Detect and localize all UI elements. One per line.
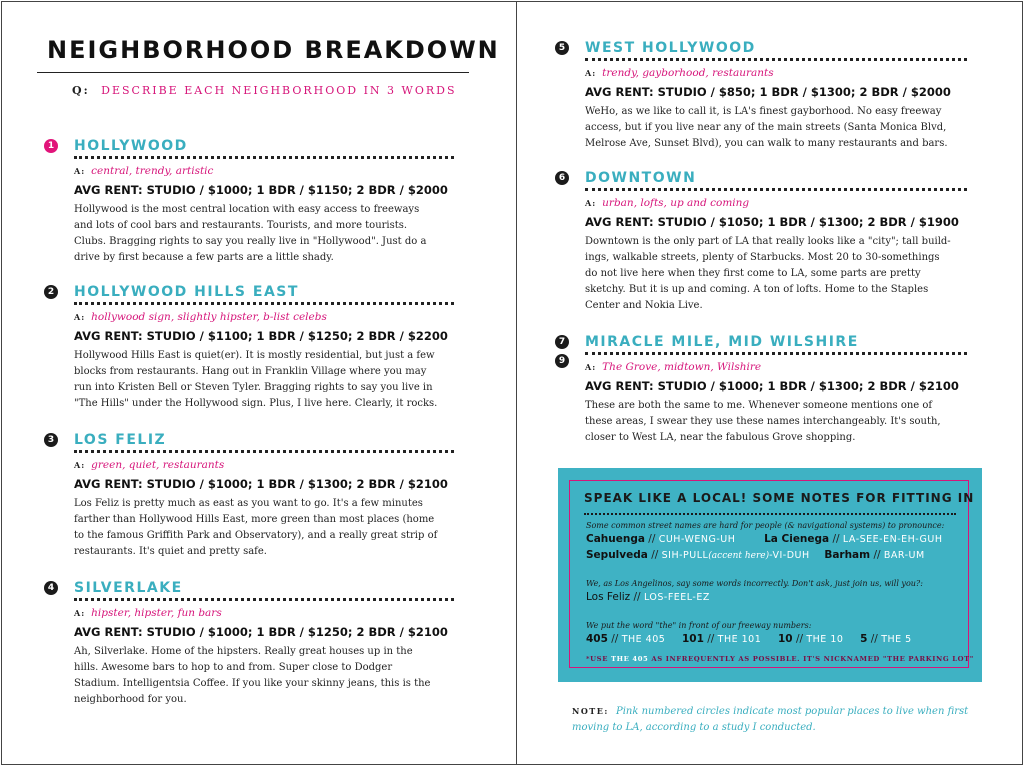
feliz-row (586, 591, 710, 603)
neighborhood-description (74, 496, 464, 560)
freeway-say: THE 5 (881, 634, 912, 645)
neighborhood-description (74, 348, 464, 412)
description-line: sketchy. But it is up and coming. A ton of lofts. Home to the Staples (585, 284, 929, 295)
pronounce-row-1 (586, 533, 943, 545)
description-line: ings, walkable streets, plenty of Starbucks. Most 20 to 30-somethings (585, 252, 940, 263)
answer-label: A: (585, 198, 597, 208)
answer-line (585, 197, 749, 209)
avg-rent: AVG RENT: STUDIO / $1000; 1 BDR / $1250; 2 BDR / $2100 (74, 625, 448, 639)
rank-badge: 2 (44, 285, 58, 299)
description-line: "The Hills" under the Hollywood sign. Plus, I live here. Clearly, it rocks. (74, 398, 438, 409)
answer-text: central, trendy, artistic (91, 165, 214, 177)
neighborhood-name: MIRACLE MILE, MID WILSHIRE (585, 334, 859, 350)
answer-line (585, 67, 774, 79)
separator: // (707, 633, 715, 645)
neighborhood-description (585, 104, 977, 152)
neighborhood-name: HOLLYWOOD (74, 138, 188, 154)
dotted-rule (584, 513, 956, 515)
description-line: These are both the same to me. Whenever someone mentions one of (585, 400, 933, 411)
street-pronunciation: SIH-PULL (661, 550, 709, 561)
answer-text: trendy, gayborhood, restaurants (602, 67, 774, 79)
footnote-end: AS INFREQUENTLY AS POSSIBLE. IT'S NICKNAMED "THE PARKING LOT" (651, 655, 974, 663)
description-line: access, but if you live near any of the main streets (Santa Monica Blvd, (585, 122, 947, 133)
freeway-number: 405 (586, 633, 608, 645)
note-text: Pink numbered circles indicate most popular places to live when first moving to LA, according to a study I conducted. (572, 706, 969, 733)
street-pronunciation: LA-SEE-EN-EH-GUH (842, 534, 943, 545)
answer-label: A: (74, 460, 86, 470)
separator: // (832, 533, 840, 545)
description-line: Center and Nokia Live. (585, 300, 703, 311)
description-line: drive by first because a few parts are a little shady. (74, 252, 334, 263)
avg-rent: AVG RENT: STUDIO / $1000; 1 BDR / $1300; 2 BDR / $2100 (585, 379, 959, 393)
note-label: NOTE: (572, 706, 609, 716)
description-line: restaurants. It's quiet and pretty safe. (74, 546, 267, 557)
street-word: Barham (824, 549, 871, 561)
street-pronunciation: LOS-FEEL-EZ (643, 592, 710, 603)
rank-badge: 5 (555, 41, 569, 55)
avg-rent: AVG RENT: STUDIO / $1000; 1 BDR / $1300; 2 BDR / $2100 (74, 477, 448, 491)
freeway-number: 10 (777, 633, 793, 645)
avg-rent: AVG RENT: STUDIO / $850; 1 BDR / $1300; 2 BDR / $2000 (585, 85, 951, 99)
separator: // (795, 633, 804, 645)
freeway-say: THE 405 (621, 634, 666, 645)
freeway-number: 101 (681, 633, 704, 645)
answer-label: A: (74, 608, 86, 618)
answer-text: green, quiet, restaurants (91, 459, 225, 471)
description-line: Downtown is the only part of LA that really looks like a "city"; tall build- (585, 236, 951, 247)
street-word: Sepulveda (586, 549, 648, 561)
freeway-say: THE 10 (806, 634, 844, 645)
dotted-rule (585, 58, 967, 61)
rank-badge: 3 (44, 433, 58, 447)
avg-rent: AVG RENT: STUDIO / $1100; 1 BDR / $1250; 2 BDR / $2200 (74, 329, 448, 343)
description-line: Hollywood Hills East is quiet(er). It is mostly residential, but just a few (74, 350, 435, 361)
answer-label: A: (74, 166, 86, 176)
description-line: farther than Hollywood Hills East, more green than most places (home (74, 514, 435, 525)
answer-label: A: (74, 312, 86, 322)
description-line: to the famous Griffith Park and Observatory), and a really great strip of (74, 530, 438, 541)
pronounce-row-2 (586, 549, 925, 561)
description-line: and lots of cool bars and restaurants. Tourists, and more tourists. (74, 220, 408, 231)
street-word: Los Feliz (586, 591, 631, 603)
dotted-rule (585, 188, 967, 191)
answer-label: A: (585, 68, 597, 78)
description-line: Clubs. Bragging rights to say you really live in "Hollywood". Just do a (74, 236, 427, 247)
freeway-intro: We put the word "the" in front of our freeway numbers: (586, 621, 812, 630)
answer-text: hollywood sign, slightly hipster, b-list celebs (91, 311, 327, 323)
page-gutter (516, 2, 517, 764)
neighborhood-description (74, 644, 464, 708)
street-word: Cahuenga (586, 533, 645, 545)
description-line: Los Feliz is pretty much as east as you want to go. It's a few minutes (74, 498, 423, 509)
description-line: Hollywood is the most central location with easy access to freeways (74, 204, 420, 215)
footnote-highlight: THE 405 (610, 655, 649, 663)
freeway-row (586, 633, 912, 645)
answer-line (585, 361, 761, 373)
description-line: these areas, I swear they use these names interchangeably. It's south, (585, 416, 941, 427)
dotted-rule (74, 302, 454, 305)
dotted-rule (74, 156, 454, 159)
answer-text: The Grove, midtown, Wilshire (602, 361, 762, 373)
avg-rent: AVG RENT: STUDIO / $1050; 1 BDR / $1300; 2 BDR / $1900 (585, 215, 959, 229)
speak-like-local-box (558, 468, 982, 682)
description-line: neighborhood for you. (74, 694, 187, 705)
parking-lot-footnote (586, 655, 974, 663)
question-text: DESCRIBE EACH NEIGHBORHOOD IN 3 WORDS (101, 84, 457, 97)
answer-line (74, 607, 222, 619)
answer-line (74, 165, 213, 177)
separator: // (648, 533, 656, 545)
description-line: Stadium. Intelligentsia Coffee. If you like your skinny jeans, this is the (74, 678, 431, 689)
page-title: NEIGHBORHOOD BREAKDOWN (47, 36, 500, 64)
answer-line (74, 459, 224, 471)
description-line: run into Kristen Bell or Steven Tyler. Bragging rights to say you live in (74, 382, 433, 393)
street-pronunciation: BAR-UM (883, 550, 925, 561)
avg-rent: AVG RENT: STUDIO / $1000; 1 BDR / $1150; 2 BDR / $2000 (74, 183, 448, 197)
rank-badge: 1 (44, 139, 58, 153)
dotted-rule (74, 598, 454, 601)
neighborhood-name: DOWNTOWN (585, 170, 697, 186)
question-label: Q: (72, 84, 90, 97)
rank-badge: 9 (555, 354, 569, 368)
neighborhood-name: LOS FELIZ (74, 432, 167, 448)
description-line: WeHo, as we like to call it, is LA's finest gayborhood. No easy freeway (585, 106, 942, 117)
separator: // (870, 633, 878, 645)
description-line: do not live here when they first come to LA, some parts are pretty (585, 268, 921, 279)
street-pronunciation: CUH-WENG-UH (658, 534, 736, 545)
rank-badge: 6 (555, 171, 569, 185)
pronounce-intro: Some common street names are hard for people (& navigational systems) to pronounce: (586, 521, 945, 530)
title-rule (37, 72, 469, 73)
footnote-start: *USE (586, 655, 608, 663)
street-pronunciation: -VI-DUH (769, 550, 810, 561)
incorrect-intro: We, as Los Angelinos, say some words incorrectly. Don't ask, just join us, will you?: (586, 579, 923, 588)
neighborhood-description (585, 234, 977, 314)
dotted-rule (74, 450, 454, 453)
neighborhood-description (585, 398, 977, 446)
neighborhood-description (74, 202, 464, 266)
answer-label: A: (585, 362, 597, 372)
description-line: Melrose Ave, Sunset Blvd), you can walk to many restaurants and bars. (585, 138, 948, 149)
accent-note: (accent here) (708, 551, 770, 561)
page-note (572, 703, 972, 736)
freeway-say: THE 101 (717, 634, 762, 645)
answer-line (74, 311, 327, 323)
street-word: La Cienega (764, 533, 830, 545)
description-line: hills. Awesome bars to hop to and from. Super close to Dodger (74, 662, 393, 673)
separator: // (611, 633, 619, 645)
description-line: blocks from restaurants. Hang out in Franklin Village where you may (74, 366, 427, 377)
rank-badge: 7 (555, 335, 569, 349)
freeway-number: 5 (860, 633, 868, 645)
neighborhood-name: SILVERLAKE (74, 580, 183, 596)
description-line: Ah, Silverlake. Home of the hipsters. Really great houses up in the (74, 646, 413, 657)
answer-text: hipster, hipster, fun bars (91, 607, 222, 619)
speak-like-local-frame (569, 480, 975, 668)
neighborhood-name: HOLLYWOOD HILLS EAST (74, 284, 299, 300)
separator: // (651, 549, 659, 561)
question-line (72, 84, 457, 97)
rank-badge: 4 (44, 581, 58, 595)
separator: // (873, 549, 881, 561)
neighborhood-name: WEST HOLLYWOOD (585, 40, 756, 56)
answer-text: urban, lofts, up and coming (602, 197, 750, 209)
dotted-rule (585, 352, 967, 355)
description-line: closer to West LA, near the fabulous Grove shopping. (585, 432, 856, 443)
separator: // (633, 591, 641, 603)
speak-like-local-title: SPEAK LIKE A LOCAL! SOME NOTES FOR FITTING IN (584, 491, 975, 505)
